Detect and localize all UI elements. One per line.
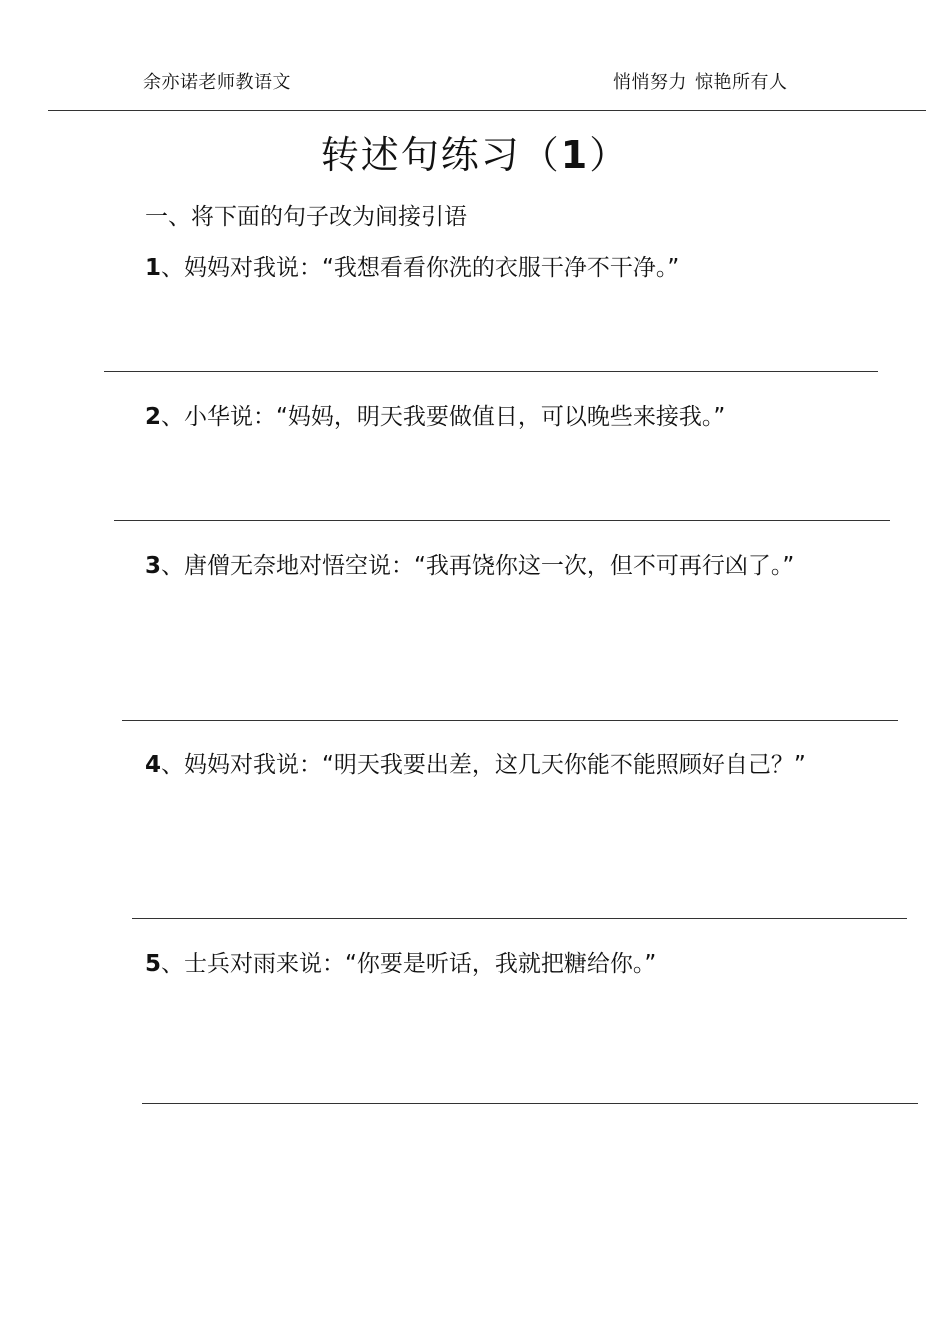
- question-number: 3: [145, 553, 162, 579]
- answer-line-5[interactable]: [142, 1103, 918, 1104]
- header-left-text: 余亦诺老师教语文: [143, 72, 291, 93]
- question-number: 2: [145, 404, 162, 430]
- question-text: 、士兵对雨来说：“你要是听话，我就把糖给你。”: [161, 951, 657, 977]
- question-number: 1: [145, 255, 162, 281]
- page-title-text: 转述句练习（: [320, 133, 561, 177]
- question-1: [145, 244, 815, 292]
- answer-line-3[interactable]: [122, 720, 898, 721]
- question-text: 、妈妈对我说：“我想看看你洗的衣服干净不干净。”: [161, 255, 680, 281]
- header-motto-part-1: 悄悄努力: [613, 72, 687, 93]
- header-motto-part-2: 惊艳所有人: [695, 72, 788, 93]
- header-right-text: [613, 68, 788, 94]
- header-divider: [48, 110, 926, 111]
- question-3: [145, 542, 815, 590]
- question-2: [145, 393, 815, 441]
- question-text: 、小华说：“妈妈，明天我要做值日，可以晚些来接我。”: [161, 404, 726, 430]
- answer-line-1[interactable]: [104, 371, 878, 372]
- question-number: 5: [145, 951, 162, 977]
- question-5: [145, 940, 815, 988]
- question-text: 、妈妈对我说：“明天我要出差，这几天你能不能照顾好自己？”: [161, 752, 806, 778]
- question-text: 、唐僧无奈地对悟空说：“我再饶你这一次，但不可再行凶了。”: [161, 553, 795, 579]
- page-title-close: ）: [589, 133, 630, 177]
- section-heading: 一、将下面的句子改为间接引语: [145, 204, 467, 230]
- page-title-number: 1: [560, 133, 590, 177]
- question-4: [145, 741, 815, 789]
- page-title: [0, 124, 950, 179]
- answer-line-4[interactable]: [132, 918, 907, 919]
- question-number: 4: [145, 752, 162, 778]
- answer-line-2[interactable]: [114, 520, 890, 521]
